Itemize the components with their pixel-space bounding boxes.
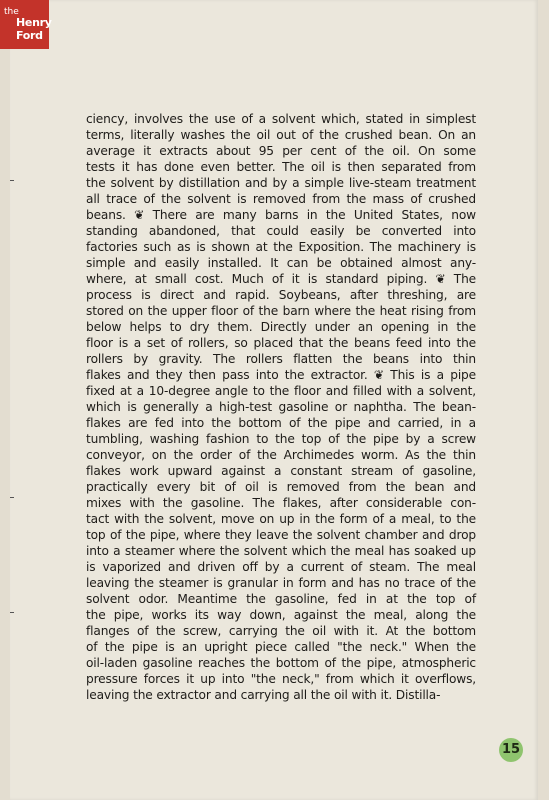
text-line: top of the pipe, where they leave the solvent chamber and drop — [86, 528, 476, 542]
text-line: practically every bit of oil is removed from the bean and — [86, 480, 476, 494]
logo-the-text: the — [4, 7, 19, 17]
text-line: the pipe, works its way down, against the meal, along the — [86, 608, 476, 622]
text-line: flakes work upward against a constant stream of gasoline, — [86, 464, 476, 478]
text-line: ciency, involves the use of a solvent which, stated in simplest — [86, 112, 476, 126]
text-line: fixed at a 10-degree angle to the floor and filled with a solvent, — [86, 384, 476, 398]
text-line: oil-laden gasoline reaches the bottom of the pipe, atmospheric — [86, 656, 476, 670]
text-line: flanges of the screw, carrying the oil with it. At the bottom — [86, 624, 476, 638]
text-line: leaving the extractor and carrying all the oil with it. Distilla- — [86, 688, 441, 702]
text-line: which is generally a high-test gasoline or naphtha. The bean- — [86, 400, 476, 414]
text-line: stored on the upper floor of the barn where the heat rising from — [86, 304, 476, 318]
text-line: rollers by gravity. The rollers flatten the beans into thin — [86, 352, 476, 366]
text-line: where, at small cost. Much of it is standard piping. ❦ The — [86, 272, 476, 286]
logo-henry-text: Henry — [16, 16, 52, 29]
text-line: floor is a set of rollers, so placed that the beans feed into the — [86, 336, 476, 350]
text-line: below helps to dry them. Directly under an opening in the — [86, 320, 476, 334]
text-line: into a steamer where the solvent which the meal has soaked up — [86, 544, 476, 558]
text-line: mixes with the gasoline. The flakes, after considerable con- — [86, 496, 476, 510]
text-line: pressure forces it up into "the neck," from which it overflows, — [86, 672, 476, 686]
text-line: of the pipe is an upright piece called "the neck." When the — [86, 640, 476, 654]
text-line: flakes are fed into the bottom of the pipe and carried, in a — [86, 416, 476, 430]
page-number-badge: 15 — [499, 738, 523, 762]
body-text — [86, 111, 476, 703]
text-line: simple and easily installed. It can be obtained almost any- — [86, 256, 476, 270]
text-line: the solvent by distillation and by a simple live-steam treatment — [86, 176, 476, 190]
text-line: tumbling, washing fashion to the top of the pipe by a screw — [86, 432, 476, 446]
text-line: beans. ❦ There are many barns in the United States, now — [86, 208, 476, 222]
text-line: tests it has done even better. The oil is then separated from — [86, 160, 476, 174]
text-line: factories such as is shown at the Exposition. The machinery is — [86, 240, 476, 254]
henry-ford-logo — [0, 0, 52, 49]
text-line: all trace of the solvent is removed from the mass of crushed — [86, 192, 476, 206]
text-line: flakes and they then pass into the extractor. ❦ This is a pipe — [86, 368, 476, 382]
text-line: process is direct and rapid. Soybeans, after threshing, are — [86, 288, 476, 302]
text-line: average it extracts about 95 per cent of the oil. On some — [86, 144, 476, 158]
text-line: standing abandoned, that could easily be converted into — [86, 224, 476, 238]
text-line: is vaporized and driven off by a current of steam. The meal — [86, 560, 476, 574]
book-page — [10, 0, 538, 800]
binding-mark — [10, 180, 14, 181]
binding-mark — [10, 612, 14, 613]
binding-mark — [10, 497, 14, 498]
text-line: conveyor, on the order of the Archimedes worm. As the thin — [86, 448, 476, 462]
text-line: leaving the steamer is granular in form and has no trace of the — [86, 576, 476, 590]
text-line: solvent odor. Meantime the gasoline, fed in at the top of — [86, 592, 476, 606]
logo-ford-text: Ford — [16, 29, 43, 42]
text-line: tact with the solvent, move on up in the form of a meal, to the — [86, 512, 476, 526]
text-line: terms, literally washes the oil out of the crushed bean. On an — [86, 128, 476, 142]
